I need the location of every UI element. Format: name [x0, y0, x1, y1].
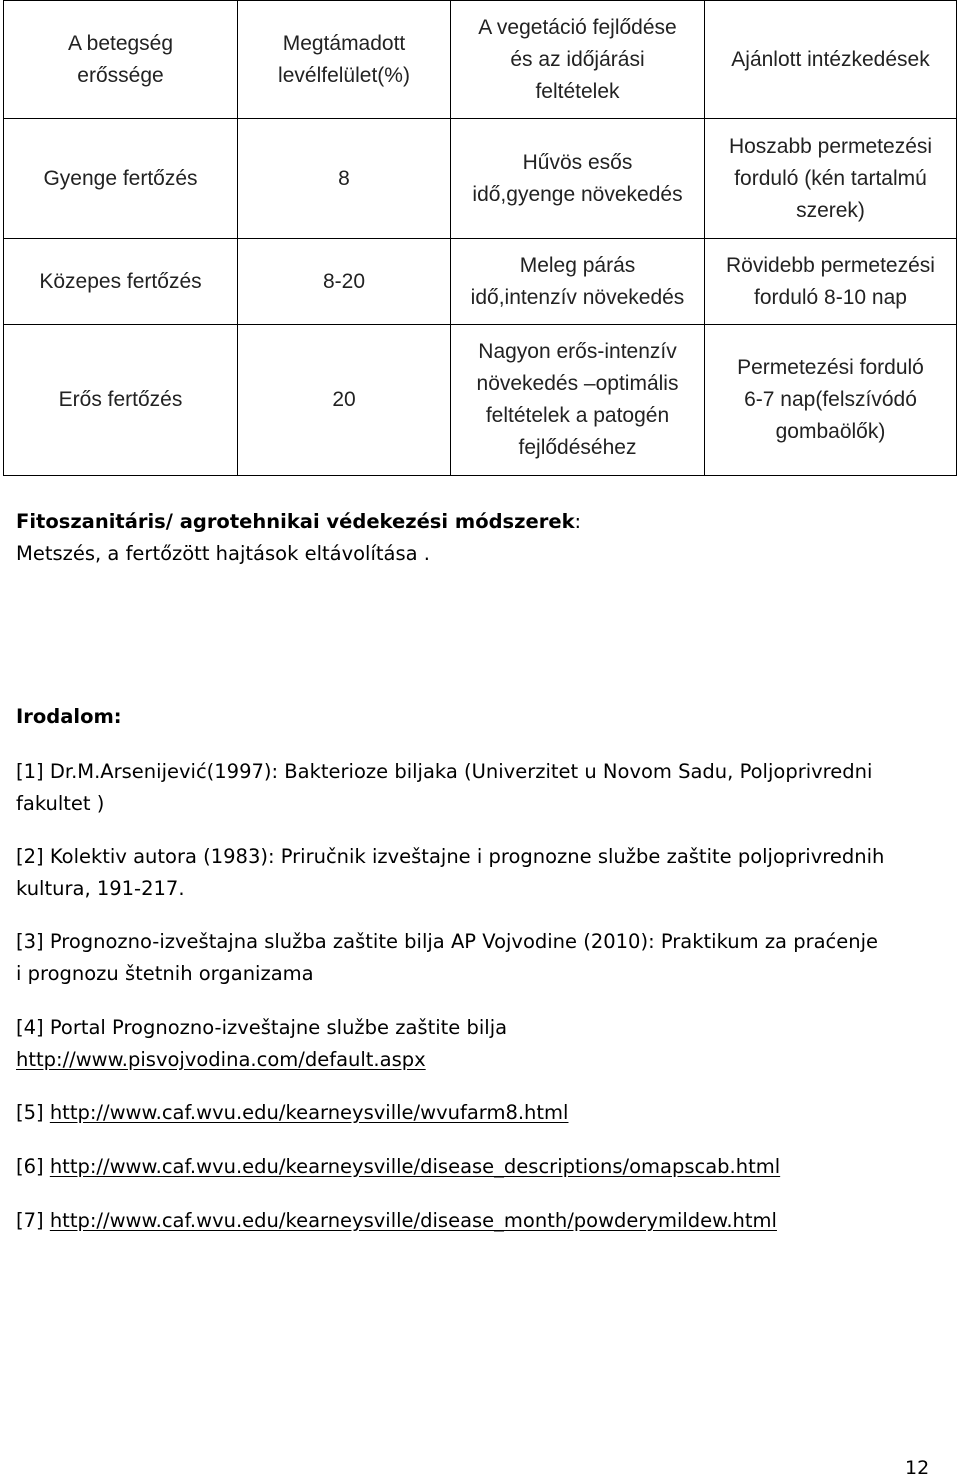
cell-text: 6-7 nap(felszívódó	[744, 388, 917, 411]
header-text: Megtámadott	[282, 31, 406, 55]
cell-text: Permetezési forduló	[737, 356, 924, 379]
reference-prefix: [5]	[16, 1101, 50, 1124]
reference-link[interactable]: http://www.caf.wvu.edu/kearneysville/wvufarm8.html	[49, 1101, 569, 1124]
disease-severity-table	[3, 0, 957, 476]
reference-line: [1] Dr.M.Arsenijević(1997): Bakterioze biljaka (Univerzitet u Novom Sadu, Poljoprivredni	[16, 760, 873, 783]
cell-measures	[705, 119, 957, 239]
table-header-row	[4, 1, 957, 119]
cell-text: feltételek a patogén	[485, 404, 670, 427]
cell-text: idő,gyenge növekedés	[472, 182, 683, 206]
reference-item	[16, 841, 936, 905]
methods-heading-colon: :	[574, 510, 582, 533]
reference-line: kultura, 191-217.	[16, 877, 185, 900]
reference-link[interactable]: http://www.pisvojvodina.com/default.aspx	[16, 1048, 426, 1071]
cell-affected-area: 8-20	[238, 239, 451, 325]
cell-severity: Erős fertőzés	[4, 325, 238, 476]
header-cell-conditions	[451, 1, 705, 119]
cell-conditions	[451, 325, 705, 476]
cell-text: forduló 8-10 nap	[754, 285, 907, 309]
header-text: A betegség	[67, 31, 174, 55]
cell-text: Nagyon erős-intenzív	[478, 340, 677, 363]
header-cell-affected-area	[238, 1, 451, 119]
cell-text: idő,intenzív növekedés	[470, 285, 685, 309]
reference-item	[16, 1205, 936, 1237]
methods-text: Metszés, a fertőzött hajtások eltávolítása .	[16, 542, 430, 565]
cell-severity: Közepes fertőzés	[4, 239, 238, 325]
table-row	[4, 119, 957, 239]
cell-text: fejlődéséhez	[518, 436, 637, 459]
reference-item	[16, 756, 936, 820]
cell-conditions	[451, 239, 705, 325]
header-text: levélfelület(%)	[278, 63, 410, 87]
reference-link[interactable]: http://www.caf.wvu.edu/kearneysville/disease_month/powderymildew.html	[49, 1209, 777, 1232]
table-row	[4, 325, 957, 476]
table-row	[4, 239, 957, 325]
cell-affected-area: 8	[238, 119, 451, 239]
reference-line: [2] Kolektiv autora (1983): Priručnik izveštajne i prognozne službe zaštite poljoprivrednih	[16, 845, 885, 868]
methods-heading: Fitoszanitáris/ agrotehnikai védekezési módszerek	[16, 510, 575, 533]
reference-item	[16, 1097, 936, 1129]
header-cell-severity	[4, 1, 238, 119]
cell-text: gombaölők)	[775, 420, 886, 443]
reference-line: i prognozu štetnih organizama	[16, 962, 314, 985]
cell-affected-area: 20	[238, 325, 451, 476]
cell-severity: Gyenge fertőzés	[4, 119, 238, 239]
cell-text: Hoszabb permetezési	[728, 134, 933, 158]
reference-prefix: [6]	[16, 1155, 50, 1178]
header-text: A vegetáció fejlődése	[478, 15, 677, 39]
cell-text: szerek)	[796, 198, 865, 222]
reference-link-line	[16, 1044, 936, 1076]
reference-item	[16, 1012, 936, 1076]
methods-heading-line	[16, 506, 581, 538]
cell-text: Hűvös esős	[522, 150, 633, 174]
reference-item	[16, 1151, 936, 1183]
page-number: 12	[905, 1457, 930, 1479]
header-text: feltételek	[535, 79, 620, 103]
reference-line: fakultet )	[16, 792, 105, 815]
reference-prefix: [7]	[16, 1209, 50, 1232]
cell-measures	[705, 325, 957, 476]
reference-link[interactable]: http://www.caf.wvu.edu/kearneysville/disease_descriptions/omapscab.html	[49, 1155, 781, 1178]
header-cell-measures	[705, 1, 957, 119]
reference-line: [3] Prognozno-izveštajna služba zaštite bilja AP Vojvodine (2010): Praktikum za praćenje	[16, 930, 879, 953]
reference-line: [4] Portal Prognozno-izveštajne službe zaštite bilja	[16, 1016, 508, 1039]
cell-text: forduló (kén tartalmú	[734, 166, 927, 190]
header-text: és az időjárási	[510, 47, 645, 71]
reference-item	[16, 926, 936, 990]
cell-conditions	[451, 119, 705, 239]
cell-text: Rövidebb permetezési	[726, 253, 935, 277]
cell-text: növekedés –optimális	[476, 372, 679, 395]
cell-text: Meleg párás	[519, 253, 636, 277]
header-text: erőssége	[77, 63, 164, 87]
cell-measures	[705, 239, 957, 325]
header-text: Ajánlott intézkedések	[731, 47, 930, 71]
literature-heading: Irodalom:	[16, 705, 122, 728]
